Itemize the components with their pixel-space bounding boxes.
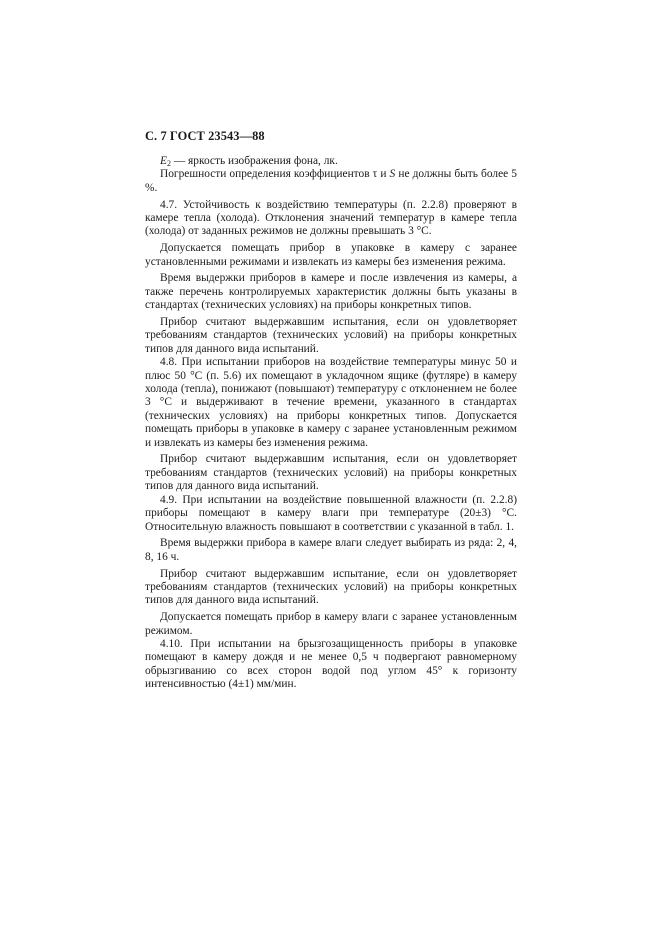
paragraph-4-10: 4.10. При испытании на брызгозащищенность приборы в упаковке помещают в камеру дождя и не менее 0,5 ч подвергают равномерному обрызгиванию со всех сторон водой под углом 45° к горизонту интенсивностью (4±1) мм/мин. [145,637,517,691]
paragraph-error-limits [145,168,517,195]
paragraph-4-8: 4.8. При испытании приборов на воздействие температуры минус 50 и плюс 50 °С (п. 5.6) их помещают в укладочном ящике (футляре) в камеру холода (тепла), понижают (повышают) температуру с отклонением не более 3 °С и выдерживают в течение времени, указанного в стандартах (технических условиях) на приборы конкретных типов. Допускается помещать приборы в упаковке в камеру с заранее установленным режимом и извлекать из камеры без изменения режима. [145,356,517,449]
e2-text: — яркость изображения фона, лк. [170,155,338,167]
paragraph-4-7-packaging: Допускается помещать прибор в упаковке в камеру с заранее установленными режимами и извлекать из камеры без изменения режима. [145,242,517,268]
s-symbol: S [389,168,396,181]
e-subscript: 2 [166,159,171,168]
page-header: С. 7 ГОСТ 23543—88 [145,129,265,143]
paragraph-4-9-pass-criteria: Прибор считают выдержавшим испытание, если он удовлетворяет требованиям стандартов (технических условий) на приборы конкретных типов для данного вида испытаний. [145,567,517,607]
paragraph-4-9: 4.9. При испытании на воздействие повышенной влажности (п. 2.2.8) приборы помещают в камеру влаги при температуре (20±3) °С. Относительную влажность повышают в соответствии с указанной в табл. 1. [145,493,517,533]
document-body [145,155,517,695]
paragraph-4-9-exposure-time: Время выдержки прибора в камере влаги следует выбирать из ряда: 2, 4, 8, 16 ч. [145,537,517,563]
paragraph-4-8-pass-criteria: Прибор считают выдержавшим испытания, если он удовлетворяет требованиям стандартов (технических условий) на приборы конкретных типов для данного вида испытаний. [145,453,517,493]
paragraph-4-7-pass-criteria: Прибор считают выдержавшим испытания, если он удовлетворяет требованиям стандартов (технических условий) на приборы конкретных типов для данного вида испытаний. [145,316,517,355]
paragraph-4-7-exposure-time: Время выдержки приборов в камере и после извлечения из камеры, а также перечень контролируемых характеристик должны быть указаны в стандартах (технических условиях) на приборы конкретных типов. [145,272,517,312]
e-symbol: E [160,155,167,167]
paragraph-4-9-preset-mode: Допускается помещать прибор в камеру влаги с заранее установленным режимом. [145,611,517,637]
e2-definition [145,155,517,168]
error-text-b: не должны быть более 5 %. [145,168,517,194]
error-text-a: Погрешности определения коэффициентов τ и [160,168,390,181]
paragraph-4-7: 4.7. Устойчивость к воздействию температуры (п. 2.2.8) проверяют в камере тепла (холода). Отклонения значений температур в камере тепла (холода) от заданных режимов не должны превышать 3 °С. [145,198,517,238]
